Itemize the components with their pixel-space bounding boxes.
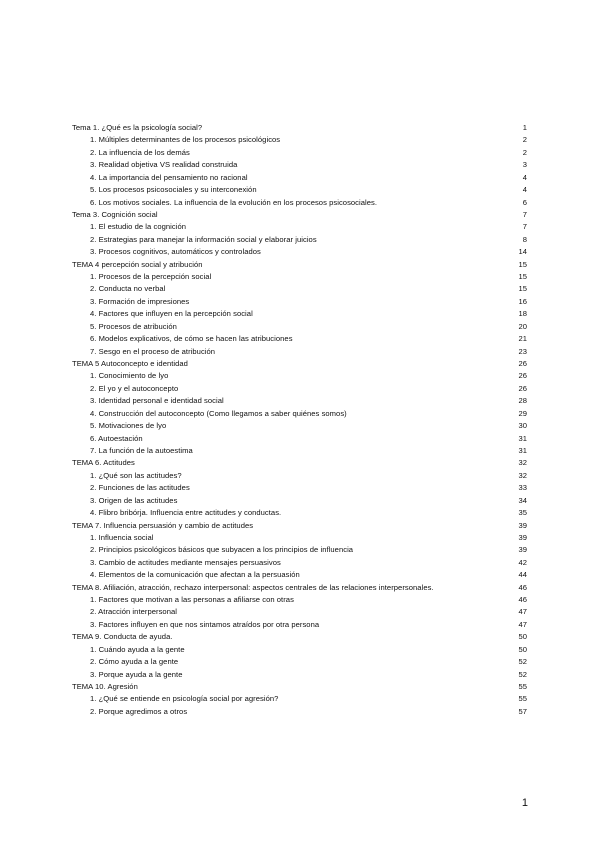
toc-entry-page: 15 bbox=[518, 272, 527, 282]
toc-section-row bbox=[72, 395, 527, 407]
toc-entry-page: 26 bbox=[518, 371, 527, 381]
toc-entry-page: 42 bbox=[518, 557, 527, 567]
toc-entry-page: 47 bbox=[518, 607, 527, 617]
toc-entry-page: 28 bbox=[518, 396, 527, 406]
table-of-contents bbox=[72, 122, 527, 718]
toc-entry-title: 4. Flibro bribórja. Influencia entre actitudes y conductas. bbox=[90, 508, 282, 518]
toc-entry-page: 15 bbox=[518, 259, 527, 269]
toc-section-row bbox=[72, 159, 527, 171]
toc-section-row bbox=[72, 296, 527, 308]
toc-entry-title: 1. Factores que motivan a las personas a afiliarse con otras bbox=[90, 595, 294, 605]
toc-entry-title: Tema 1. ¿Qué es la psicología social? bbox=[72, 123, 203, 132]
toc-section-row bbox=[72, 495, 527, 507]
toc-entry-title: 3. Origen de las actitudes bbox=[90, 495, 178, 505]
toc-entry-page: 52 bbox=[518, 669, 527, 679]
toc-entry-page: 55 bbox=[518, 681, 527, 691]
toc-section-row bbox=[72, 234, 527, 246]
toc-entry-title: 1. ¿Qué son las actitudes? bbox=[90, 470, 182, 480]
toc-section-row bbox=[72, 283, 527, 295]
toc-entry-page: 32 bbox=[518, 470, 527, 480]
toc-chapter-row bbox=[72, 259, 527, 271]
toc-chapter-row bbox=[72, 631, 527, 643]
toc-section-row bbox=[72, 544, 527, 556]
toc-entry-title: TEMA 9. Conducta de ayuda. bbox=[72, 632, 173, 642]
toc-section-row bbox=[72, 197, 527, 209]
toc-section-row bbox=[72, 532, 527, 544]
toc-entry-page: 26 bbox=[518, 383, 527, 393]
toc-entry-page: 3 bbox=[522, 160, 527, 170]
toc-entry-title: 1. El estudio de la cognición bbox=[90, 222, 187, 232]
toc-section-row bbox=[72, 383, 527, 395]
toc-chapter-row bbox=[72, 209, 527, 221]
toc-chapter-row bbox=[72, 358, 527, 370]
toc-section-row bbox=[72, 693, 527, 705]
toc-entry-title: Tema 3. Cognición social bbox=[72, 209, 158, 219]
toc-section-row bbox=[72, 420, 527, 432]
toc-chapter-row bbox=[72, 122, 527, 134]
toc-section-row bbox=[72, 408, 527, 420]
toc-entry-title: 2. Atracción interpersonal bbox=[90, 607, 177, 617]
toc-chapter-row bbox=[72, 520, 527, 532]
toc-entry-title: 6. Autoestación bbox=[90, 433, 143, 443]
toc-entry-title: 1. Procesos de la percepción social bbox=[90, 272, 212, 282]
toc-entry-title: TEMA 8. Afiliación, atracción, rechazo interpersonal: aspectos centrales de las relaciones interpersonales. bbox=[72, 582, 434, 592]
toc-entry-title: 1. Cuándo ayuda a la gente bbox=[90, 644, 185, 654]
toc-entry-title: 3. Porque ayuda a la gente bbox=[90, 669, 183, 679]
toc-entry-page: 47 bbox=[518, 619, 527, 629]
toc-entry-title: 4. Elementos de la comunicación que afectan a la persuasión bbox=[90, 570, 300, 580]
toc-section-row bbox=[72, 147, 527, 159]
toc-section-row bbox=[72, 321, 527, 333]
toc-section-row bbox=[72, 656, 527, 668]
toc-section-row bbox=[72, 507, 527, 519]
toc-section-row bbox=[72, 433, 527, 445]
toc-section-row bbox=[72, 271, 527, 283]
toc-entry-title: 3. Identidad personal e identidad social bbox=[90, 396, 224, 406]
toc-section-row bbox=[72, 134, 527, 146]
toc-entry-title: 1. Múltiples determinantes de los procesos psicológicos bbox=[90, 135, 281, 145]
toc-chapter-row bbox=[72, 457, 527, 469]
toc-entry-page: 31 bbox=[518, 445, 527, 455]
toc-entry-page: 23 bbox=[518, 346, 527, 356]
toc-entry-title: 1. Conocimiento de lyo bbox=[90, 371, 169, 381]
toc-entry-title: TEMA 4 percepción social y atribución bbox=[72, 259, 203, 269]
toc-entry-page: 21 bbox=[518, 334, 527, 344]
toc-entry-page: 7 bbox=[522, 209, 527, 219]
toc-entry-title: 3. Procesos cognitivos, automáticos y controlados bbox=[90, 247, 261, 257]
toc-entry-page: 7 bbox=[522, 222, 527, 232]
toc-section-row bbox=[72, 445, 527, 457]
toc-entry-title: 5. Motivaciones de lyo bbox=[90, 421, 167, 431]
toc-section-row bbox=[72, 644, 527, 656]
page-number: 1 bbox=[521, 797, 528, 809]
toc-entry-title: 2. Funciones de las actitudes bbox=[90, 483, 190, 493]
toc-section-row bbox=[72, 669, 527, 681]
toc-entry-title: 5. Los procesos psicosociales y su interconexión bbox=[90, 185, 257, 195]
toc-chapter-row bbox=[72, 681, 527, 693]
toc-entry-title: 2. Cómo ayuda a la gente bbox=[90, 657, 179, 667]
toc-section-row bbox=[72, 172, 527, 184]
toc-entry-page: 20 bbox=[518, 321, 527, 331]
toc-entry-title: TEMA 6. Actitudes bbox=[72, 458, 135, 468]
toc-entry-page: 31 bbox=[518, 433, 527, 443]
toc-entry-page: 46 bbox=[518, 595, 527, 605]
toc-entry-title: 2. Conducta no verbal bbox=[90, 284, 166, 294]
toc-entry-page: 32 bbox=[518, 458, 527, 468]
toc-section-row bbox=[72, 557, 527, 569]
toc-section-row bbox=[72, 221, 527, 233]
toc-entry-page: 29 bbox=[518, 408, 527, 418]
toc-entry-title: 3. Cambio de actitudes mediante mensajes persuasivos bbox=[90, 557, 281, 567]
toc-entry-page: 2 bbox=[522, 147, 527, 157]
toc-entry-page: 55 bbox=[518, 694, 527, 704]
toc-entry-page: 46 bbox=[518, 582, 527, 592]
toc-section-row bbox=[72, 370, 527, 382]
toc-entry-title: 1. Influencia social bbox=[90, 532, 154, 542]
toc-entry-title: 3. Factores influyen en que nos sintamos atraídos por otra persona bbox=[90, 619, 320, 629]
toc-section-row bbox=[72, 706, 527, 718]
toc-entry-page: 6 bbox=[522, 197, 527, 207]
toc-section-row bbox=[72, 594, 527, 606]
toc-section-row bbox=[72, 482, 527, 494]
toc-entry-title: 4. La importancia del pensamiento no racional bbox=[90, 172, 248, 182]
toc-section-row bbox=[72, 308, 527, 320]
toc-entry-page: 50 bbox=[518, 644, 527, 654]
toc-entry-page: 15 bbox=[518, 284, 527, 294]
toc-entry-page: 2 bbox=[522, 135, 527, 145]
toc-chapter-row bbox=[72, 582, 527, 594]
toc-entry-page: 30 bbox=[518, 421, 527, 431]
toc-entry-page: 50 bbox=[518, 632, 527, 642]
toc-entry-page: 34 bbox=[518, 495, 527, 505]
toc-entry-title: 3. Realidad objetiva VS realidad construida bbox=[90, 160, 238, 170]
toc-section-row bbox=[72, 619, 527, 631]
toc-section-row bbox=[72, 569, 527, 581]
toc-section-row bbox=[72, 470, 527, 482]
toc-entry-title: 6. Modelos explicativos, de cómo se hacen las atribuciones bbox=[90, 334, 293, 344]
toc-entry-title: TEMA 10. Agresión bbox=[72, 681, 138, 691]
toc-entry-page: 1 bbox=[522, 123, 527, 132]
toc-entry-page: 52 bbox=[518, 657, 527, 667]
toc-entry-title: 2. Porque agredimos a otros bbox=[90, 706, 188, 716]
toc-entry-page: 39 bbox=[518, 545, 527, 555]
toc-section-row bbox=[72, 246, 527, 258]
toc-entry-title: 6. Los motivos sociales. La influencia de la evolución en los procesos psicosociales. bbox=[90, 197, 378, 207]
toc-section-row bbox=[72, 606, 527, 618]
toc-entry-page: 35 bbox=[518, 508, 527, 518]
toc-entry-title: 1. ¿Qué se entiende en psicología social por agresión? bbox=[90, 694, 279, 704]
toc-section-row bbox=[72, 333, 527, 345]
toc-entry-page: 18 bbox=[518, 309, 527, 319]
toc-section-row bbox=[72, 184, 527, 196]
toc-entry-page: 14 bbox=[518, 247, 527, 257]
toc-entry-page: 44 bbox=[518, 570, 527, 580]
toc-entry-title: 2. Principios psicológicos básicos que subyacen a los principios de influencia bbox=[90, 545, 354, 555]
toc-entry-page: 57 bbox=[518, 706, 527, 716]
toc-entry-title: 7. Sesgo en el proceso de atribución bbox=[90, 346, 216, 356]
toc-entry-title: 4. Construcción del autoconcepto (Como llegamos a saber quiénes somos) bbox=[90, 408, 347, 418]
toc-section-row bbox=[72, 346, 527, 358]
toc-entry-title: TEMA 5 Autoconcepto e identidad bbox=[72, 359, 188, 369]
toc-entry-title: 2. Estrategias para manejar la información social y elaborar juicios bbox=[90, 234, 317, 244]
toc-entry-title: 7. La función de la autoestima bbox=[90, 445, 193, 455]
toc-entry-title: 2. La influencia de los demás bbox=[90, 147, 190, 157]
toc-entry-title: 5. Procesos de atribución bbox=[90, 321, 177, 331]
toc-entry-page: 39 bbox=[518, 520, 527, 530]
toc-entry-title: 3. Formación de impresiones bbox=[90, 296, 190, 306]
toc-entry-page: 26 bbox=[518, 359, 527, 369]
toc-entry-page: 16 bbox=[518, 296, 527, 306]
toc-entry-title: 2. El yo y el autoconcepto bbox=[90, 383, 179, 393]
toc-entry-title: 4. Factores que influyen en la percepción social bbox=[90, 309, 253, 319]
toc-entry-page: 33 bbox=[518, 483, 527, 493]
toc-entry-page: 4 bbox=[522, 172, 527, 182]
toc-entry-title: TEMA 7. Influencia persuasión y cambio de actitudes bbox=[72, 520, 254, 530]
toc-entry-page: 4 bbox=[522, 185, 527, 195]
toc-entry-page: 39 bbox=[518, 532, 527, 542]
toc-entry-page: 8 bbox=[522, 234, 527, 244]
